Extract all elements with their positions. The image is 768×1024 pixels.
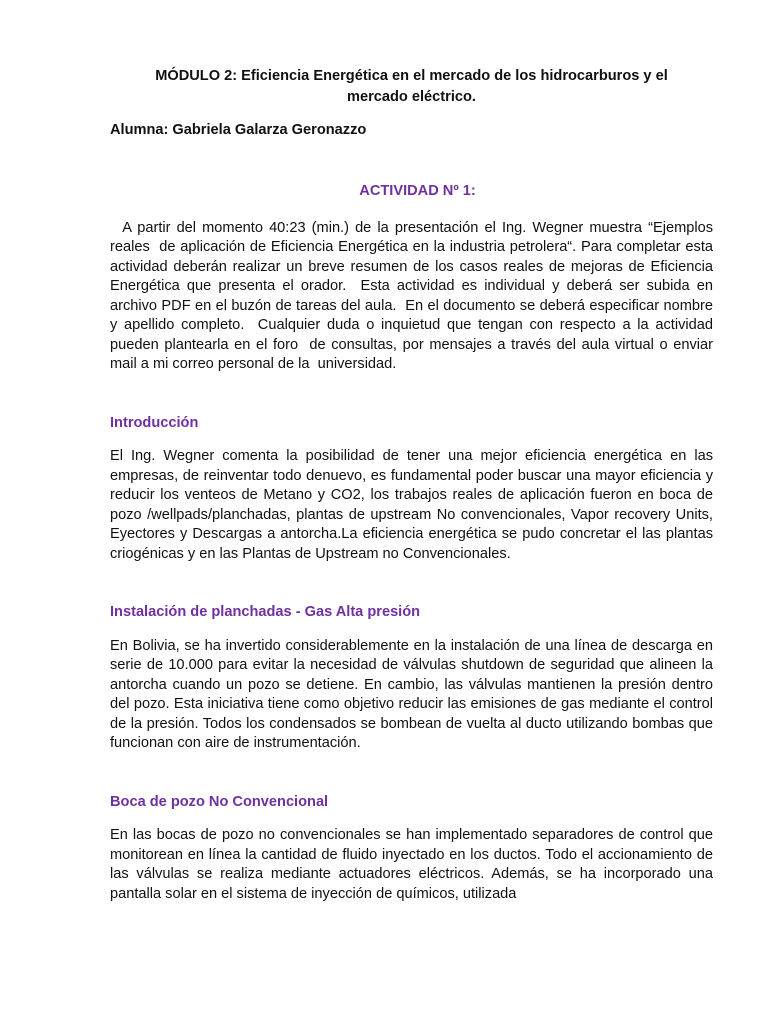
section-heading-boca-de-pozo: Boca de pozo No Convencional <box>110 793 329 810</box>
activity-heading: ACTIVIDAD Nº 1: <box>359 183 476 199</box>
section-text-planchadas: En Bolivia, se ha invertido considerablemente en la instalación de una línea de descarga en serie de 10.000 para evitar la necesidad de válvulas shutdown de seguridad que alineen la antorcha cuando un pozo se detiene. En cambio, las válvulas mantienen la presión dentro del pozo. Esta iniciativa tiene como objetivo reducir las emisiones de gas mediante el control de la presión. Todos los condensados se bombean de vuelta al ducto utilizando bombas que funcionan con aire de instrumentación. <box>110 637 713 751</box>
student-name: Alumna: Gabriela Galarza Geronazzo <box>110 122 367 138</box>
section-text-boca-de-pozo: En las bocas de pozo no convencionales se han implementado separadores de control que monitorean en línea la cantidad de fluido inyectado en los ductos. Todo el accionamiento de las válvulas se realiza mediante actuadores eléctricos. Además, se ha incorporado una pantalla solar en el sistema de inyección de químicos, utilizada <box>110 827 713 902</box>
section-heading-planchadas: Instalación de planchadas - Gas Alta presión <box>110 604 421 620</box>
document-body <box>110 66 722 904</box>
activity-instructions: A partir del momento 40:23 (min.) de la presentación el Ing. Wegner muestra “Ejemplos reales de aplicación de Eficiencia Energética en la industria petrolera“. Para completar esta actividad deberán realizar un breve resumen de los casos reales de mejoras de Eficiencia Energética que presenta el orador. Esta actividad es individual y deberá ser subida en archivo PDF en el buzón de tareas del aula. En el documento se deberá especificar nombre y apellido completo. Cualquier duda o inquietud que tengan con respecto a la actividad pueden plantearla en el foro de consultas, por mensajes a través del aula virtual o enviar mail a mi correo personal de la universidad. <box>110 219 722 372</box>
section-heading-introduccion: Introducción <box>110 414 199 431</box>
document-title: MÓDULO 2: Eficiencia Energética en el mercado de los hidrocarburos y el mercado eléctrico. <box>155 68 668 105</box>
section-text-introduccion: El Ing. Wegner comenta la posibilidad de tener una mejor eficiencia energética en las empresas, de reinventar todo denuevo, es fundamental poder buscar una mayor eficiencia y reducir los venteos de Metano y CO2, los trabajos reales de aplicación fueron en boca de pozo /wellpads/planchadas, plantas de upstream No convencionales, Vapor recovery Units, Eyectores y Descargas a antorcha.La eficiencia energética se pudo concretar el las plantas criogénicas y en las Plantas de Upstream no Convencionales. <box>110 448 713 562</box>
